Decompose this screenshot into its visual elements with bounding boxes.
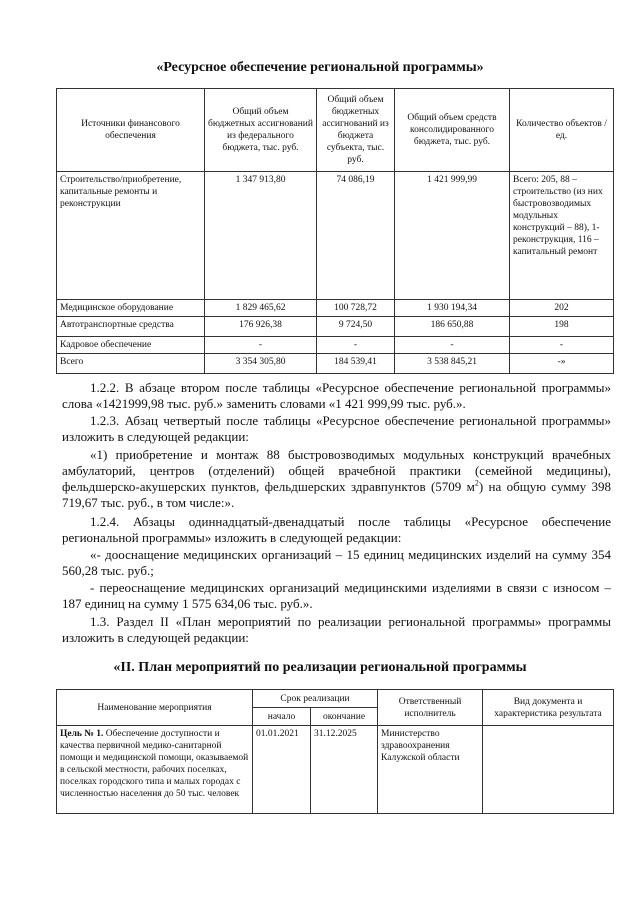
table-cell: Медицинское оборудование xyxy=(57,300,205,317)
header-cell: окончание xyxy=(311,708,378,726)
header-cell: Вид документа и характеристика результата xyxy=(483,690,614,726)
table-cell: 3 354 305,80 xyxy=(205,354,317,374)
goal-text: Обеспечение доступности и качества первичной медико-санитарной помощи и медицинской помощи, оказываемой в сельской местности, рабочих поселках, поселках городского типа и малых городах с численностью населения до 50 тыс. человек xyxy=(60,729,249,799)
paragraph-1-2-3: 1.2.3. Абзац четвертый после таблицы «Ресурсное обеспечение региональной программы» изложить в следующей редакции: xyxy=(62,413,611,444)
paragraph-quote-2: «- дооснащение медицинских организаций – 15 единиц медицинских изделий на сумму 354 560,28 тыс. руб.; xyxy=(62,547,611,578)
resource-table xyxy=(56,88,614,374)
table-cell: 31.12.2025 xyxy=(311,726,378,814)
table-cell: 1 829 465,62 xyxy=(205,300,317,317)
header-cell: Общий объем бюджетных ассигнований из бюджета субъекта, тыс. руб. xyxy=(317,89,395,172)
superscript: 2 xyxy=(474,478,479,488)
table-cell: 184 539,41 xyxy=(317,354,395,374)
header-cell: Источники финансового обеспечения xyxy=(57,89,205,172)
table-cell: 100 728,72 xyxy=(317,300,395,317)
table-row xyxy=(57,300,614,317)
header-cell: Срок реализации xyxy=(253,690,378,708)
table-cell: 186 650,88 xyxy=(395,317,510,337)
table-cell: 9 724,50 xyxy=(317,317,395,337)
table-cell: 198 xyxy=(510,317,614,337)
table-cell: 74 086,19 xyxy=(317,172,395,300)
header-cell: Общий объем средств консолидированного бюджета, тыс. руб. xyxy=(395,89,510,172)
paragraph-quote-1 xyxy=(62,447,611,511)
table-row xyxy=(57,337,614,354)
table-cell: - xyxy=(317,337,395,354)
paragraph-1-2-2: 1.2.2. В абзаце втором после таблицы «Ресурсное обеспечение региональной программы» слова «1421999,98 тыс. руб.» заменить словами «1 421 999,99 тыс. руб.». xyxy=(62,380,611,411)
table-cell: -» xyxy=(510,354,614,374)
resource-table-header xyxy=(57,89,614,172)
table-cell: 1 347 913,80 xyxy=(205,172,317,300)
table-row xyxy=(57,726,614,814)
goal-label: Цель № 1. xyxy=(60,729,104,739)
header-cell: Ответственный исполнитель xyxy=(378,690,483,726)
paragraph-1-2-4: 1.2.4. Абзацы одиннадцатый-двенадцатый после таблицы «Ресурсное обеспечение региональной программы» изложить в следующей редакции: xyxy=(62,514,611,545)
plan-title: «II. План мероприятий по реализации региональной программы xyxy=(113,660,527,675)
table-cell: 01.01.2021 xyxy=(253,726,311,814)
table-row xyxy=(57,317,614,337)
table-cell: 176 926,38 xyxy=(205,317,317,337)
header-cell: Наименование мероприятия xyxy=(57,690,253,726)
table-cell: 1 421 999,99 xyxy=(395,172,510,300)
plan-table xyxy=(56,689,614,814)
section-title: «Ресурсное обеспечение региональной программы» xyxy=(156,60,484,75)
table-cell: 202 xyxy=(510,300,614,317)
table-cell: Всего: 205, 88 – строительство (из них быстровозводимых модульных конструкций – 88), 1- реконструкция, 116 – капитальный ремонт xyxy=(510,172,614,300)
table-cell: Министерство здравоохранения Калужской области xyxy=(378,726,483,814)
table-cell xyxy=(57,726,253,814)
table-cell: - xyxy=(510,337,614,354)
header-cell: Общий объем бюджетных ассигнований из федерального бюджета, тыс. руб. xyxy=(205,89,317,172)
table-cell: Автотранспортные средства xyxy=(57,317,205,337)
header-cell: Количество объектов / ед. xyxy=(510,89,614,172)
table-cell: - xyxy=(205,337,317,354)
paragraph-quote-3: - переоснащение медицинских организаций медицинскими изделиями в связи с износом – 187 единиц на сумму 1 575 634,06 тыс. руб.». xyxy=(62,580,611,611)
paragraph-quote-text: «1) приобретение и монтаж 88 быстровозводимых модульных конструкций врачебных амбулаторий, центров (отделений) общей врачебной практики (семейной медицины), фельдшерско-акушерских пунктов, фельдшерских здравпунктов (5709 м xyxy=(62,447,611,494)
table-cell: - xyxy=(395,337,510,354)
header-cell: начало xyxy=(253,708,311,726)
table-cell: Строительство/приобретение, капитальные ремонты и реконструкции xyxy=(57,172,205,300)
table-cell: Кадровое обеспечение xyxy=(57,337,205,354)
table-cell xyxy=(483,726,614,814)
table-cell: 3 538 845,21 xyxy=(395,354,510,374)
paragraph-1-3: 1.3. Раздел II «План мероприятий по реализации региональной программы» программы изложить в следующей редакции: xyxy=(62,614,611,645)
table-cell: Всего xyxy=(57,354,205,374)
table-cell: 1 930 194,34 xyxy=(395,300,510,317)
paragraph-quote-tail: ) на общую сумму 398 719,67 тыс. руб., в том числе:». xyxy=(62,479,611,510)
plan-header-row xyxy=(57,690,614,708)
table-row xyxy=(57,354,614,374)
table-row xyxy=(57,172,614,300)
